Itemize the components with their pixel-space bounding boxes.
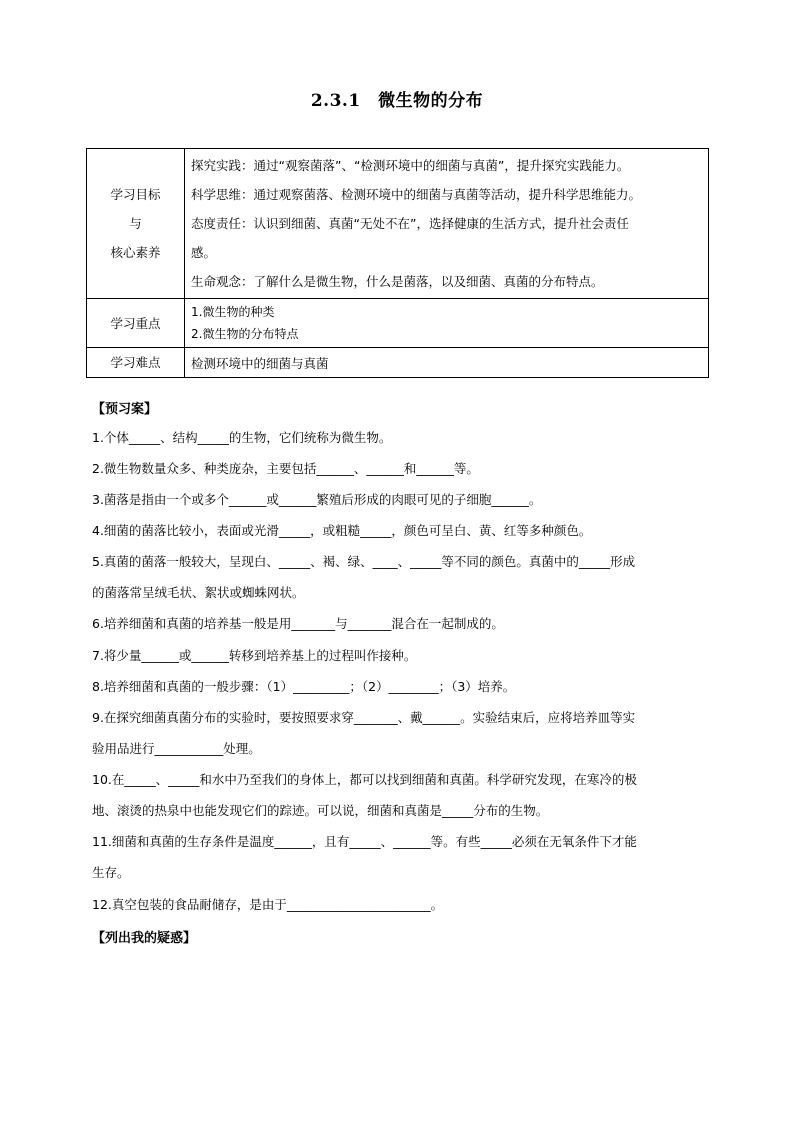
question-line: 验用品进行___________处理。 [92,741,261,756]
question-line: 2.微生物数量众多、种类庞杂，主要包括______、______和______等。 [92,461,479,476]
key-points-content-cell [185,299,709,348]
question-line: 9.在探究细菌真菌分布的实验时，要按照要求穿_______、戴______。实验结束后，应将培养皿等实 [92,710,636,725]
learning-goals-table [86,148,709,378]
key-point-line: 2.微生物的分布特点 [191,327,299,341]
question-line: 4.细菌的菌落比较小，表面或光滑_____，或粗糙_____，颜色可呈白、黄、红等多种颜色。 [92,523,592,538]
question-line: 生存。 [92,865,130,880]
doubts-heading: 【列出我的疑惑】 [92,931,197,946]
goals-content-cell [185,149,709,299]
table-row-goals [87,149,709,299]
question-line: 地、滚烫的热泉中也能发现它们的踪迹。可以说，细菌和真菌是_____分布的生物。 [92,803,549,818]
question-line: 7.将少量______或______转移到培养基上的过程叫作接种。 [92,648,417,663]
question-line: 11.细菌和真菌的生存条件是温度______，且有_____、______等。有些_____必须在无氧条件下才能 [92,834,637,849]
table-row-difficulties [87,348,709,378]
goal-line: 生命观念：了解什么是微生物，什么是菌落，以及细菌、真菌的分布特点。 [191,274,604,289]
key-point-line: 1.微生物的种类 [191,305,275,319]
goal-line: 感。 [191,245,217,260]
goals-label-line: 与 [129,216,142,231]
question-line: 1.个体_____、结构_____的生物，它们统称为微生物。 [92,430,392,445]
question-line: 5.真菌的菌落一般较大，呈现白、_____、褐、绿、____、_____等不同的颜色。真菌中的_____形成 [92,554,636,569]
page-title: 2.3.1 微生物的分布 [310,91,484,111]
preview-heading: 【预习案】 [92,402,158,417]
goal-line: 科学思维：通过观察菌落、检测环境中的细菌与真菌等活动，提升科学思维能力。 [191,187,642,202]
goals-label-line: 核心素养 [110,245,161,260]
question-line: 3.菌落是指由一个或多个______或______繁殖后形成的肉眼可见的子细胞______。 [92,492,542,507]
question-line: 8.培养细菌和真菌的一般步骤：（1）_________；（2）________；（3）培养。 [92,679,516,694]
question-line: 6.培养细菌和真菌的培养基一般是用_______与_______混合在一起制成的。 [92,616,504,631]
question-line: 12.真空包装的食品耐储存，是由于_______________________。 [92,897,444,912]
goal-line: 态度责任：认识到细菌、真菌“无处不在”，选择健康的生活方式，提升社会责任 [191,216,629,231]
key-points-label: 学习重点 [87,299,185,348]
goals-label-cell [87,149,185,299]
question-line: 的菌落常呈绒毛状、絮状或蜘蛛网状。 [92,585,305,600]
table-row-key-points [87,299,709,348]
difficulties-content: 检测环境中的细菌与真菌 [185,348,709,378]
question-line: 10.在_____、_____和水中乃至我们的身体上，都可以找到细菌和真菌。科学研究发现，在寒冷的极 [92,772,637,787]
difficulties-label: 学习难点 [87,348,185,378]
goal-line: 探究实践：通过“观察菌落”、“检测环境中的细菌与真菌”，提升探究实践能力。 [191,158,630,173]
goals-label-line: 学习目标 [110,187,161,202]
